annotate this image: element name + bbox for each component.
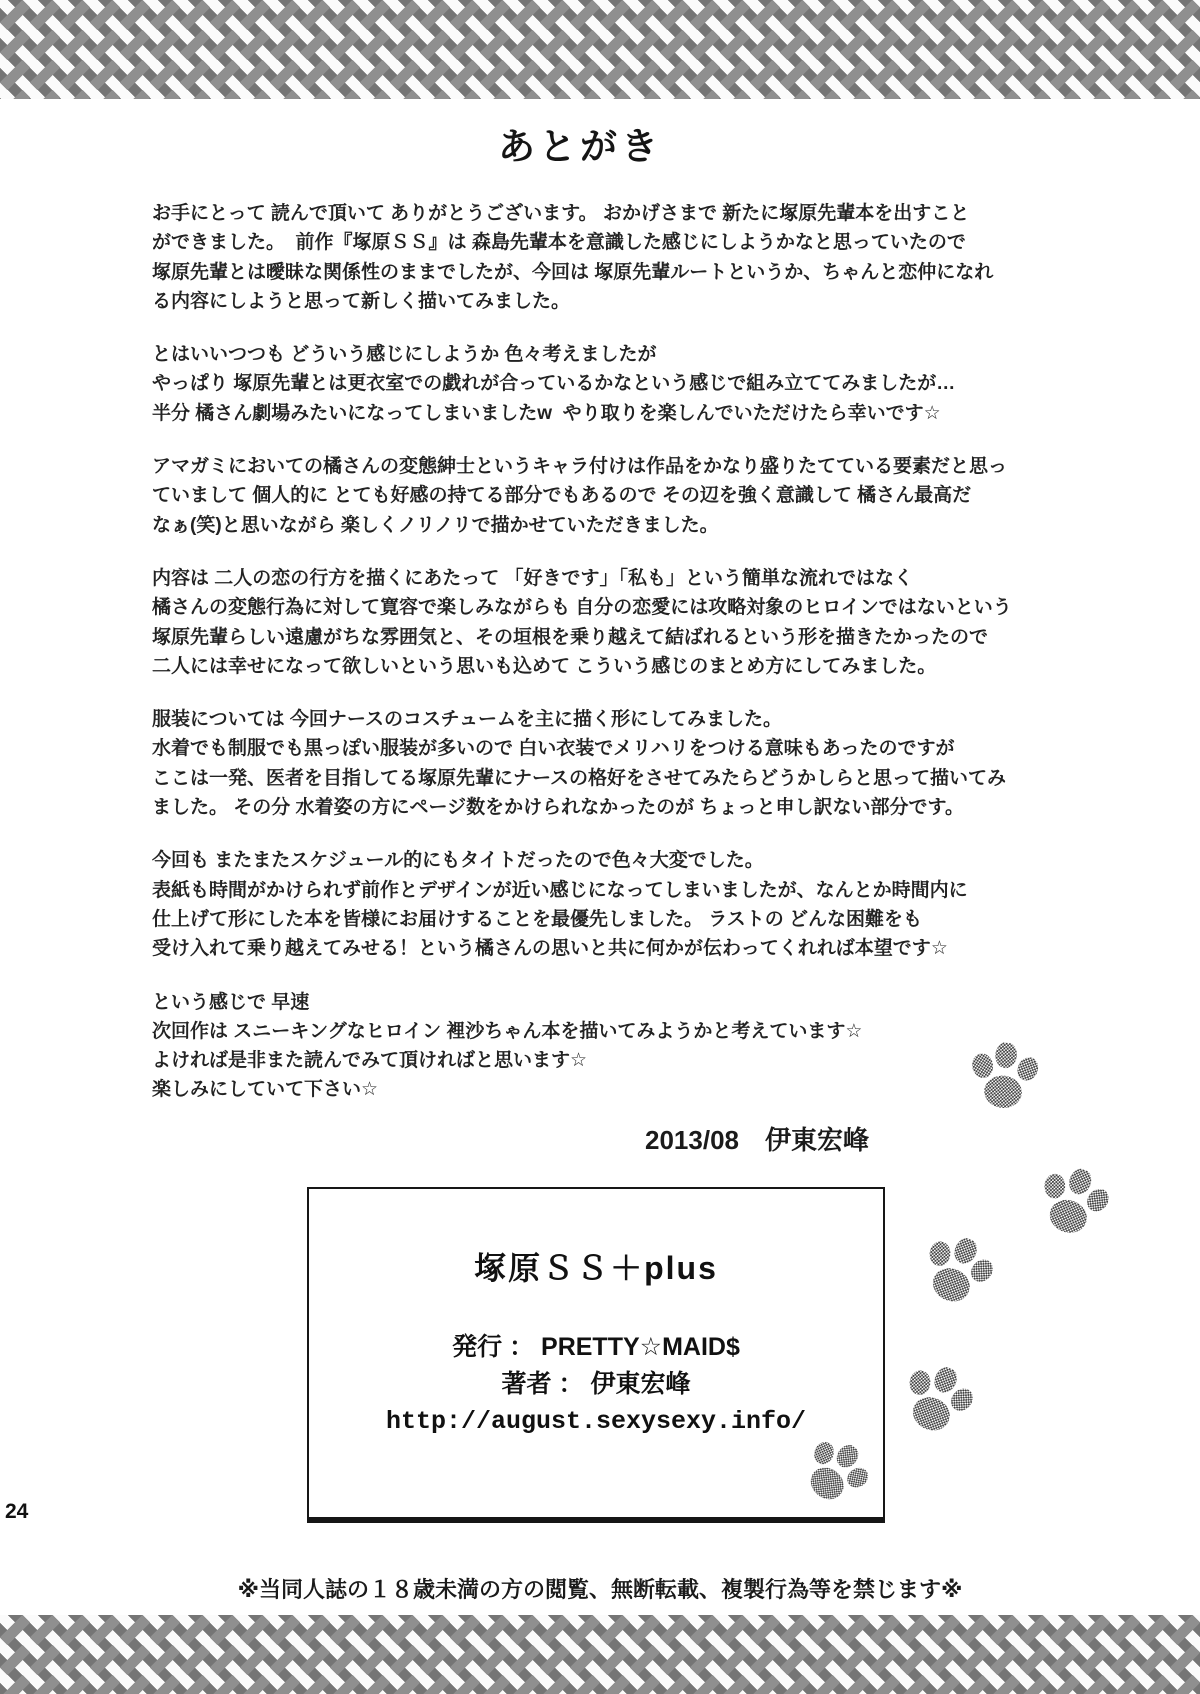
afterword-paragraph bbox=[152, 846, 1020, 963]
text-line: 仕上げて形にした本を皆様にお届けすることを最優先しました。 ラストの どんな困難をも bbox=[152, 908, 922, 930]
text-line: 塚原先輩とは曖昧な関係性のままでしたが、今回は 塚原先輩ルートというか、ちゃんと恋仲になれ bbox=[152, 261, 994, 283]
page-number: 24 bbox=[5, 1500, 29, 1523]
text-line: 塚原先輩らしい遠慮がちな雰囲気と、その垣根を乗り越えて結ばれるという形を描きたかったので bbox=[152, 626, 989, 648]
text-line: 楽しみにしていて下さい☆ bbox=[152, 1079, 379, 1101]
text-line: ここは一発、医者を目指してる塚原先輩にナースの格好をさせてみたらどうかしらと思って描いてみ bbox=[152, 767, 1007, 789]
afterword-paragraph bbox=[152, 988, 1020, 1105]
paw-print-icon bbox=[911, 1225, 1009, 1317]
text-line: とはいいつつも どういう感じにしようか 色々考えましたが bbox=[152, 344, 657, 366]
afterword-paragraph bbox=[152, 452, 1020, 540]
paw-print-icon bbox=[965, 1039, 1049, 1113]
text-line: る内容にしようと思って新しく描いてみました。 bbox=[152, 290, 571, 312]
afterword-paragraph bbox=[152, 199, 1020, 316]
text-line: お手にとって 読んで頂いて ありがとうございます。 おかげさまで 新たに塚原先輩本を出すこと bbox=[152, 203, 970, 224]
houndstooth-border-top bbox=[0, 0, 1200, 99]
text-line: 内容は 二人の恋の行方を描くにあたって 「好きです」「私も」という簡単な流れではなく bbox=[152, 567, 914, 589]
text-line: 次回作は スニーキングなヒロイン 裡沙ちゃん本を描いてみようかと考えています☆ bbox=[152, 1020, 863, 1042]
text-line: ていまして 個人的に とても好感の持てる部分でもあるので その辺を強く意識して 橘さん最高だ bbox=[152, 485, 972, 507]
text-line: アマガミにおいての橘さんの変態紳士というキャラ付けは作品をかなり盛りたてている要素だと思っ bbox=[152, 456, 1008, 478]
afterword-paragraph bbox=[152, 564, 1020, 681]
text-line: やっぱり 塚原先輩とは更衣室での戯れが合っているかなという感じで組み立ててみましたが… bbox=[152, 373, 956, 395]
text-line: 半分 橘さん劇場みたいになってしまいましたw やり取りを楽しんでいただけたら幸いです☆ bbox=[152, 402, 941, 424]
book-title: 塚原ＳＳ＋plus bbox=[474, 1250, 718, 1286]
website-url: http://august.sexysexy.info/ bbox=[385, 1407, 807, 1436]
text-line: ができました。 前作『塚原ＳＳ』は 森島先輩本を意識した感じにしようかなと思っていたので bbox=[152, 232, 966, 254]
colophon-box bbox=[307, 1187, 885, 1523]
text-line: 二人には幸せになって欲しいという思いも込めて こういう感じのまとめ方にしてみました。 bbox=[152, 655, 937, 677]
afterword-body bbox=[152, 199, 1020, 1129]
author-line: 著者 ： 伊東宏峰 bbox=[501, 1370, 691, 1398]
date-author-signature: 2013/08 伊東宏峰 bbox=[645, 1125, 869, 1155]
text-line: という感じで 早速 bbox=[152, 991, 310, 1013]
text-line: ました。 その分 水着姿の方にページ数をかけられなかったのが ちょっと申し訳ない部分です。 bbox=[152, 797, 964, 819]
paw-print-icon bbox=[891, 1354, 989, 1446]
disclaimer-text: ※当同人誌の１８歳未満の方の閲覧、無断転載、複製行為等を禁じます※ bbox=[237, 1577, 963, 1602]
publisher-line: 発行 ： PRETTY☆MAID$ bbox=[452, 1333, 740, 1361]
text-line: なぁ(笑)と思いながら 楽しくノリノリで描かせていただきました。 bbox=[152, 514, 719, 536]
afterword-paragraph bbox=[152, 705, 1020, 822]
text-line: 表紙も時間がかけられず前作とデザインが近い感じになってしまいましたが、なんとか時間内に bbox=[152, 879, 968, 901]
text-line: 水着でも制服でも黒っぽい服装が多いので 白い衣装でメリハリをつける意味もあったのですが bbox=[152, 738, 955, 760]
afterword-paragraph bbox=[152, 340, 1020, 428]
text-line: 受け入れて乗り越えてみせる！という橘さんの思いと共に何かが伝わってくれれば本望です☆ bbox=[152, 938, 948, 960]
text-line: 橘さんの変態行為に対して寛容で楽しみながらも 自分の恋愛には攻略対象のヒロインではないという bbox=[152, 597, 1012, 619]
page-title: あとがき bbox=[498, 126, 662, 167]
houndstooth-border-bottom bbox=[0, 1615, 1200, 1694]
colophon-lines bbox=[309, 1329, 883, 1440]
text-line: 服装については 今回ナースのコスチュームを主に描く形にしてみました。 bbox=[152, 709, 783, 731]
text-line: 今回も またまたスケジュール的にもタイトだったので色々大変でした。 bbox=[152, 850, 764, 872]
paw-print-icon bbox=[1028, 1158, 1124, 1247]
text-line: よければ是非また読んでみて頂ければと思います☆ bbox=[152, 1050, 588, 1072]
